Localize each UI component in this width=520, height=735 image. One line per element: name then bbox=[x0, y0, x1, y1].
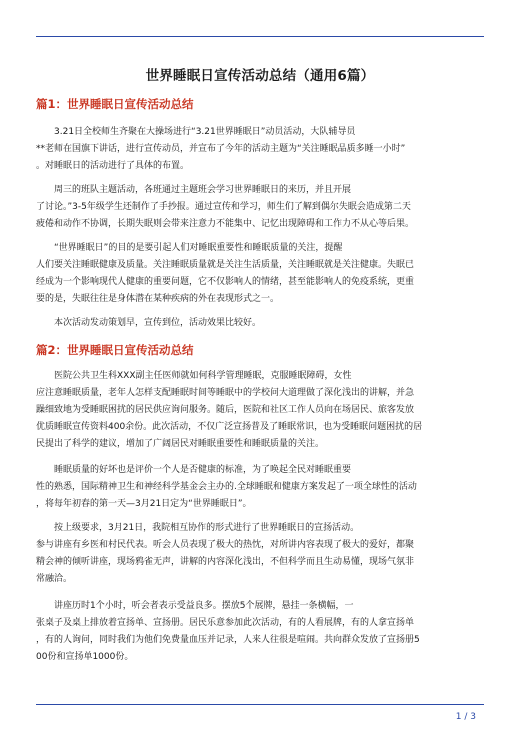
text-line: 3.21日全校师生齐聚在大操场进行“3.21世界睡眠日”动员活动，大队辅导员 bbox=[54, 127, 356, 137]
paragraph bbox=[36, 598, 484, 666]
text-line: 周三的班队主题活动，各班通过主题班会学习世界睡眠日的来历，并且开展 bbox=[54, 185, 352, 195]
text-line: 参与讲座有乡医和村民代表。听会人员表现了极大的热忱，对所讲内容表现了极大的爱好，都聚 bbox=[36, 540, 415, 550]
paragraph bbox=[36, 462, 484, 513]
text-line: 。对睡眠日的活动进行了具体的布置。 bbox=[36, 161, 190, 171]
paragraph bbox=[36, 368, 484, 453]
text-line: 民提出了科学的建议，增加了广阔居民对睡眠重要性和睡眠质量的关注。 bbox=[36, 439, 325, 449]
paragraph bbox=[36, 520, 484, 588]
text-line: 讲座历时1个小时，听会者表示受益良多。摆放5个展牌，悬挂一条横幅，一 bbox=[54, 601, 354, 611]
text-line: 了讨论。”3-5年级学生还制作了手抄报。通过宣传和学习，师生们了解到偶尔失眠会造成第二天 bbox=[36, 202, 411, 212]
paragraph bbox=[36, 182, 484, 233]
page-number: 1 / 3 bbox=[455, 712, 476, 722]
section-2-heading: 篇2：世界睡眠日宣传活动总结 bbox=[36, 343, 194, 357]
text-line: ，有的人询问，同时我们为他们免费量血压并记录，人来人往很是喧闹。共向群众发放了宣扬册5 bbox=[36, 635, 420, 645]
text-line: 躁细致地为受睡眠困扰的居民供应询问服务。随后，医院和社区工作人员向在场居民、旅客发放 bbox=[36, 405, 415, 415]
text-line: 精会神的倾听讲座，现场鸦雀无声，讲解的内容深化浅出，不但科学而且生动易懂，现场气氛非 bbox=[36, 557, 415, 567]
text-line: 张桌子及桌上排放着宣扬单、宣扬册。居民乐意参加此次活动，有的人看展牌，有的人拿宣扬单 bbox=[36, 618, 415, 628]
text-line: 经成为一个影响现代人健康的重要问题，它不仅影响人的情绪，甚至能影响人的免疫系统，更重 bbox=[36, 277, 415, 287]
text-line: 人们要关注睡眠健康及质量。关注睡眠质量就是关注生活质量，关注睡眠就是关注健康。失眠已 bbox=[36, 260, 415, 270]
paragraph bbox=[36, 240, 484, 308]
text-line: 按上级要求，3月21日，我院相互协作的形式进行了世界睡眠日的宣扬活动。 bbox=[54, 523, 360, 533]
text-line: 要的是，失眠往往是身体潜在某种疾病的外在表现形式之一。 bbox=[36, 294, 280, 304]
text-line: 睡眠质量的好坏也是评价一个人是否健康的标准，为了唤起全民对睡眠重要 bbox=[54, 465, 352, 475]
text-line: 医院公共卫生科XXX副主任医师就如何科学管理睡眠，克服睡眠障碍，女性 bbox=[54, 371, 352, 381]
text-line: “世界睡眠日”的目的是要引起人们对睡眠重要性和睡眠质量的关注，提醒 bbox=[54, 243, 343, 253]
text-line: 优质睡眠宣传资料400余份。此次活动，不仅广泛宣扬普及了睡眠常识，也为受睡眠问题困扰的居 bbox=[36, 422, 423, 432]
text-line: 本次活动发动策划早，宣传到位，活动效果比较好。 bbox=[54, 318, 262, 328]
text-line: 应注意睡眠质量，老年人怎样支配睡眠时间等睡眠中的学校问大道理做了深化浅出的讲解，并急 bbox=[36, 388, 415, 398]
paragraph bbox=[36, 124, 484, 175]
paragraph bbox=[36, 315, 484, 332]
footer-rule bbox=[36, 704, 484, 705]
document-title: 世界睡眠日宣传活动总结（通用6篇） bbox=[145, 68, 375, 84]
text-line: ，将每年初春的第一天—3月21日定为“世界睡眠日”。 bbox=[36, 499, 252, 509]
text-line: 性的熟悉，国际精神卫生和神经科学基金会主办的.全球睡眠和健康方案发起了一项全球性的活动 bbox=[36, 482, 417, 492]
section-1-heading: 篇1：世界睡眠日宣传活动总结 bbox=[36, 97, 194, 111]
text-line: 常融洽。 bbox=[36, 574, 73, 584]
text-line: 疲倦和动作不协调，长期失眠则会带来注意力不能集中、记忆出现障碍和工作力不从心等后果。 bbox=[36, 219, 415, 229]
header-rule bbox=[36, 36, 484, 37]
text-line: **老师在国旗下讲话，进行宣传动员，并宣布了今年的活动主题为“关注睡眠品质多睡一小时” bbox=[36, 144, 406, 154]
text-line: 00份和宣扬单1000份。 bbox=[36, 652, 134, 662]
